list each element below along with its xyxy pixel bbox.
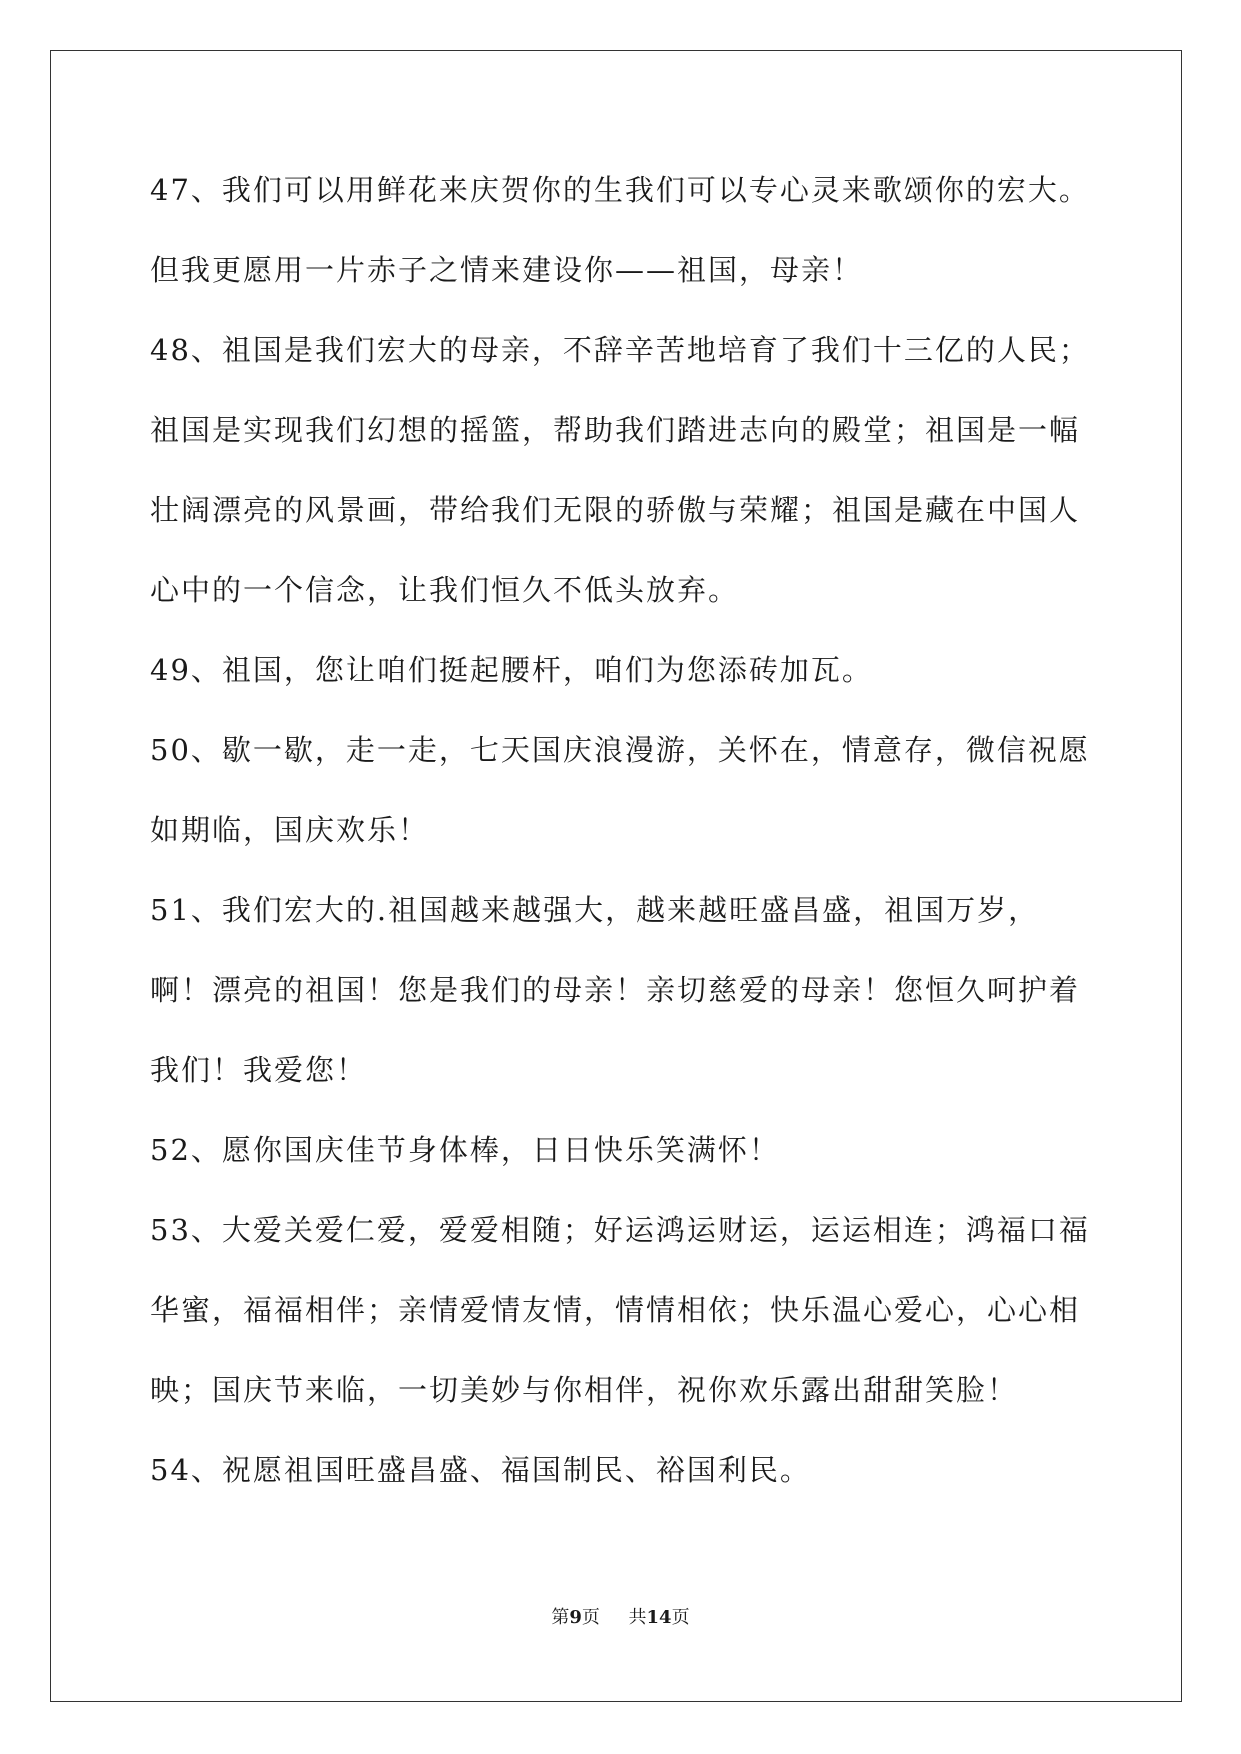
paragraph-54: 54、祝愿祖国旺盛昌盛、福国制民、裕国利民。 [150, 1453, 811, 1487]
paragraph-47: 47、我们可以用鲜花来庆贺你的生我们可以专心灵来歌颂你的宏大。但我更愿用一片赤子之情来建设你——祖国，母亲！ [150, 173, 1090, 287]
paragraph-53: 53、大爱关爱仁爱，爱爱相随；好运鸿运财运，运运相连；鸿福口福华蜜，福福相伴；亲情爱情友情，情情相依；快乐温心爱心，心心相映；国庆节来临，一切美妙与你相伴，祝你欢乐露出甜甜笑脸！ [150, 1213, 1090, 1407]
page-footer [0, 1603, 1241, 1629]
paragraph-50: 50、歇一歇，走一走，七天国庆浪漫游，关怀在，情意存，微信祝愿如期临，国庆欢乐！ [150, 733, 1090, 847]
total-prefix: 共 [628, 1607, 647, 1628]
paragraph-48: 48、祖国是我们宏大的母亲，不辞辛苦地培育了我们十三亿的人民；祖国是实现我们幻想的摇篮，帮助我们踏进志向的殿堂；祖国是一幅壮阔漂亮的风景画，带给我们无限的骄傲与荣耀；祖国是藏在中国人心中的一个信念，让我们恒久不低头放弃。 [150, 333, 1090, 607]
paragraph-52: 52、愿你国庆佳节身体棒，日日快乐笑满怀！ [150, 1133, 780, 1167]
page-prefix: 第 [551, 1607, 570, 1628]
paragraph-49: 49、祖国，您让咱们挺起腰杆，咱们为您添砖加瓦。 [150, 653, 873, 687]
document-body [150, 150, 1090, 1510]
page-suffix: 页 [581, 1607, 600, 1628]
total-suffix: 页 [671, 1607, 690, 1628]
paragraph-51: 51、我们宏大的.祖国越来越强大，越来越旺盛昌盛，祖国万岁，啊！漂亮的祖国！您是我们的母亲！亲切慈爱的母亲！您恒久呵护着我们！我爱您！ [150, 893, 1081, 1087]
page-number: 9 [569, 1607, 582, 1628]
total-pages: 14 [646, 1607, 672, 1628]
